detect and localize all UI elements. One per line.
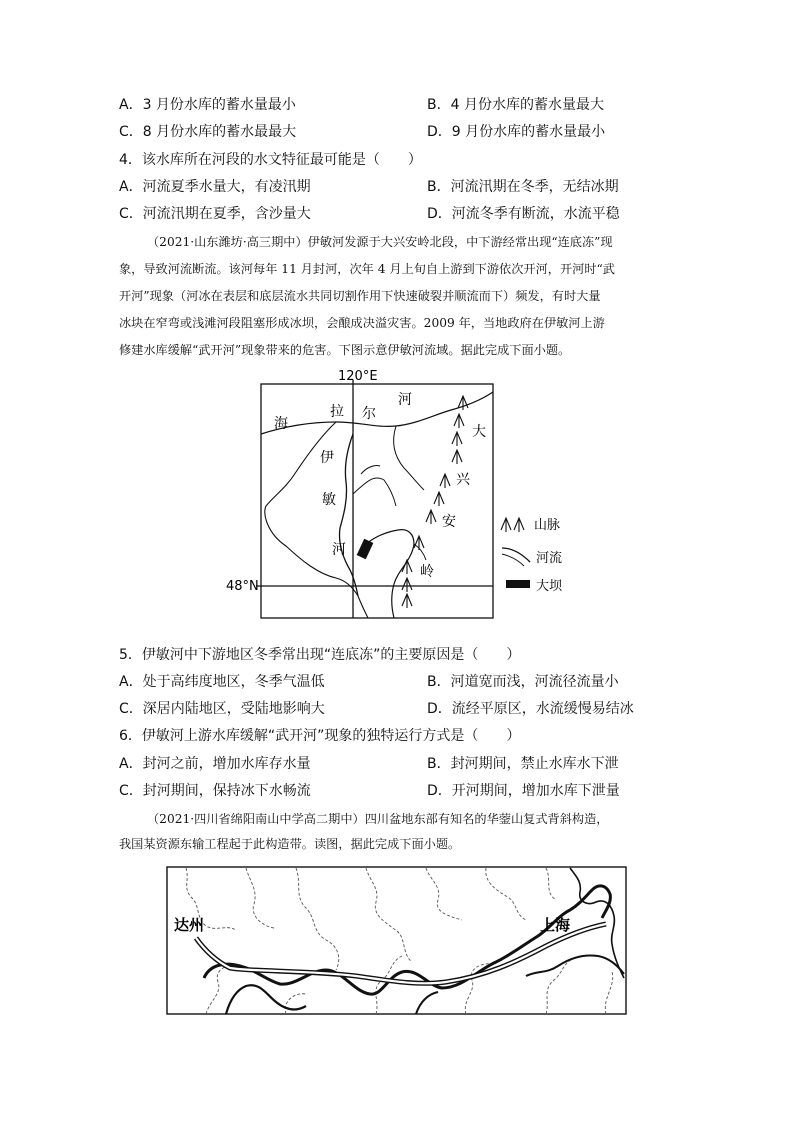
passage1-line: 开河”现象（河冰在表层和底层流水共同切割作用下快速破裂并顺流而下）频发，有时大量 bbox=[119, 289, 601, 303]
q3-option-d[interactable]: D．9 月份水库的蓄水量最小 bbox=[427, 124, 606, 140]
q6-option-d[interactable]: D．开河期间，增加水库下泄量 bbox=[427, 783, 620, 799]
q5-option-c[interactable]: C．深居内陆地区，受陆地影响大 bbox=[119, 701, 325, 717]
pipeline-map bbox=[166, 866, 628, 1016]
q4-option-a[interactable]: A．河流夏季水量大，有凌汛期 bbox=[119, 179, 311, 195]
passage2-line: （2021·四川省绵阳南山中学高二期中）四川盆地东部有知名的华蓥山复式背斜构造， bbox=[147, 812, 609, 826]
q5-stem: 5．伊敏河中下游地区冬季常出现“连底冻”的主要原因是（ ） bbox=[119, 647, 521, 663]
river-branch bbox=[361, 465, 380, 474]
label-xing: 兴 bbox=[456, 472, 470, 488]
q3-option-a[interactable]: A．3 月份水库的蓄水量最小 bbox=[119, 97, 296, 113]
q5-option-d[interactable]: D．流经平原区，水流缓慢易结冰 bbox=[427, 701, 634, 717]
dam-symbol bbox=[357, 539, 374, 560]
label-dazhou: 达州 bbox=[174, 916, 205, 934]
passage1-line: （2021·山东潍坊·高三期中）伊敏河发源于大兴安岭北段，中下游经常出现“连底冻”现 bbox=[147, 235, 613, 249]
label-he: 河 bbox=[398, 392, 412, 408]
river-tributary bbox=[394, 426, 424, 490]
river-branch bbox=[414, 544, 426, 560]
label-er: 尔 bbox=[362, 406, 376, 422]
label-la: 拉 bbox=[330, 404, 344, 420]
yimin-river-map bbox=[226, 364, 578, 620]
label-hai: 海 bbox=[274, 416, 288, 432]
label-yi: 伊 bbox=[320, 450, 334, 466]
q4-option-c[interactable]: C．河流汛期在夏季，含沙量大 bbox=[119, 206, 311, 222]
q6-stem: 6．伊敏河上游水库缓解“武开河”现象的独特运行方式是（ ） bbox=[119, 728, 521, 744]
label-an: 安 bbox=[442, 514, 456, 530]
q3-option-b[interactable]: B．4 月份水库的蓄水量最大 bbox=[427, 97, 604, 113]
q4-option-d[interactable]: D．河流冬季有断流，水流平稳 bbox=[427, 206, 620, 222]
legend-river-icon bbox=[502, 554, 524, 566]
q6-option-a[interactable]: A．封河之前，增加水库存水量 bbox=[119, 756, 311, 772]
legend-dam-icon bbox=[506, 580, 530, 588]
q4-stem: 4．该水库所在河段的水文特征最可能是（ ） bbox=[119, 152, 422, 168]
passage1-line: 修建水库缓解“武开河”现象带来的危害。下图示意伊敏河流域。据此完成下面小题。 bbox=[119, 343, 571, 357]
hailar-river bbox=[261, 392, 493, 434]
label-shanghai: 上海 bbox=[540, 916, 571, 934]
q5-option-b[interactable]: B．河道宽而浅，河流径流量小 bbox=[427, 674, 619, 690]
mountain-range bbox=[402, 396, 468, 608]
q3-option-c[interactable]: C．8 月份水库的蓄水最最大 bbox=[119, 124, 297, 140]
label-min: 敏 bbox=[322, 492, 336, 508]
passage1-line: 象，导致河流断流。该河每年 11 月封河，次年 4 月上旬自上游到下游依次开河，开河时“武 bbox=[119, 262, 615, 276]
legend-mountain-label: 山脉 bbox=[534, 518, 561, 533]
q6-option-b[interactable]: B．封河期间，禁止水库水下泄 bbox=[427, 756, 619, 772]
q5-option-a[interactable]: A．处于高纬度地区，冬季气温低 bbox=[119, 674, 325, 690]
legend-dam-label: 大坝 bbox=[536, 579, 563, 594]
river-branch bbox=[353, 478, 396, 506]
passage2-line: 我国某资源东输工程起于此构造带。读图，据此完成下面小题。 bbox=[119, 837, 461, 851]
legend-mountain-icon bbox=[501, 518, 524, 532]
legend-river-label: 河流 bbox=[536, 551, 563, 566]
map-frame bbox=[261, 384, 493, 618]
yimin-river-main bbox=[339, 434, 358, 596]
label-he2: 河 bbox=[332, 542, 346, 558]
q6-option-c[interactable]: C．封河期间，保持冰下水畅流 bbox=[119, 783, 311, 799]
lon-label: 120°E bbox=[338, 369, 378, 384]
passage1-line: 冰块在窄弯或浅滩河段阻塞形成冰坝，会酿成决溢灾害。2009 年，当地政府在伊敏河上游 bbox=[119, 316, 605, 330]
q4-option-b[interactable]: B．河流汛期在冬季，无结冰期 bbox=[427, 179, 619, 195]
label-da: 大 bbox=[472, 424, 486, 440]
map-legend bbox=[501, 518, 563, 594]
label-ling: 岭 bbox=[420, 564, 434, 580]
lat-label: 48°N bbox=[226, 579, 259, 594]
